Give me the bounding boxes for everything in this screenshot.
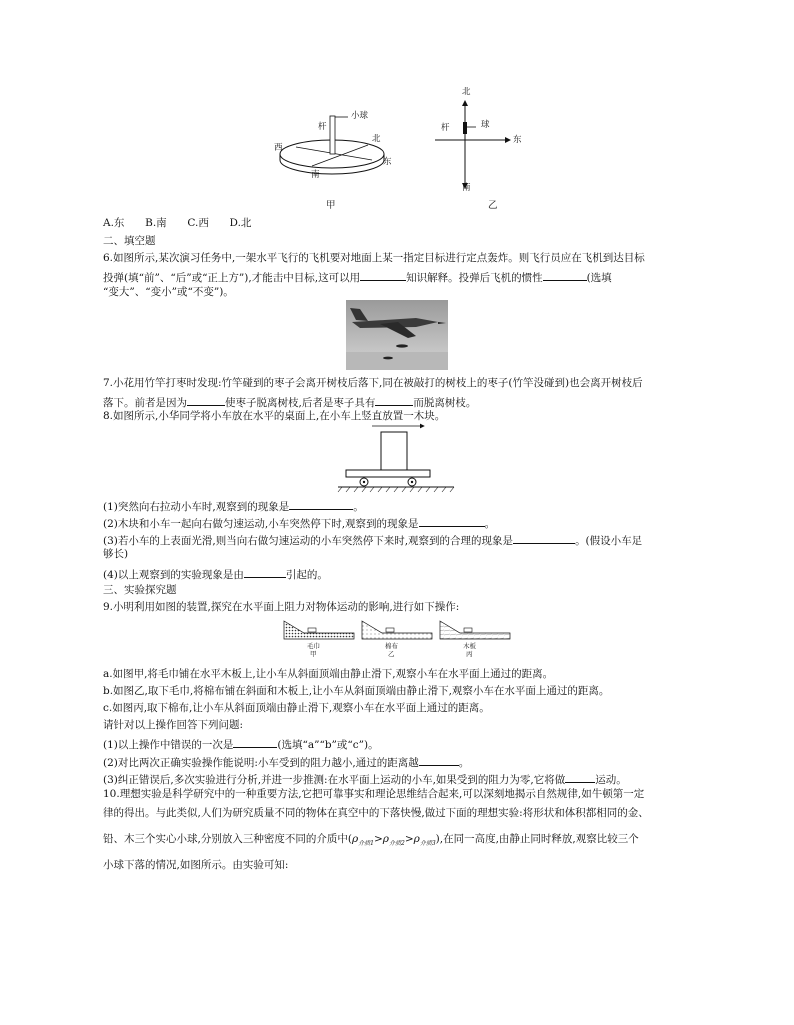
q7-blank-2[interactable] — [375, 395, 413, 406]
q9-fig-label-yi: 乙 — [388, 650, 395, 658]
q6-text-a: 投弹(填“前”、“后”或“正上方”),才能击中目标,这可以用 — [103, 272, 361, 284]
q8-part-3 — [103, 533, 642, 547]
fig-q5-right-caption: 乙 — [488, 200, 498, 211]
rho-medium-1: $\rho_{介质1}$ — [351, 833, 374, 848]
rho-medium-3: $\rho_{介质3}$ — [413, 833, 436, 848]
fig-q5-right-east-label: 东 — [513, 135, 522, 145]
q8-p2-text: (2)木块和小车一起向右做匀速运动,小车突然停下时,观察到的现象是 — [103, 518, 419, 530]
fig-q5-right-pole-label: 杆 — [441, 123, 450, 133]
q8-p1-period: 。 — [353, 501, 364, 513]
q7-text-a: 落下。前者是因为 — [103, 397, 187, 409]
rho-medium-2: $\rho_{介质2}$ — [382, 833, 405, 848]
q8-blank-3[interactable] — [513, 533, 575, 544]
q6-blank-2[interactable] — [543, 270, 587, 281]
q9-step-b: b.如图乙,取下毛巾,将棉布铺在斜面和木板上,让小车从斜面顶端由静止滑下,观察小车在水平面上通过的距离。 — [103, 685, 610, 697]
q8-part-1 — [103, 499, 364, 513]
q6-text-c: (选填 — [586, 272, 612, 284]
q10-line-3-text-a: 铅、木三个实心小球,分别放入三种密度不同的介质中( — [103, 833, 352, 845]
q9-step-c: c.如图丙,取下棉布,让小车从斜面顶端由静止滑下,观察小车在水平面上通过的距离。 — [103, 702, 490, 714]
q7-line-1: 7.小花用竹竿打枣时发现:竹竿碰到的枣子会离开树枝后落下,同在被敲打的树枝上的枣子(竹竿没碰到)也会离开树枝后 — [103, 377, 643, 389]
q6-text-b: 知识解释。投弹后飞机的惯性 — [406, 272, 543, 284]
q8-blank-2[interactable] — [419, 516, 485, 527]
fig-q5-left-west-label: 西 — [274, 143, 283, 153]
q8-blank-1[interactable] — [289, 499, 353, 510]
q9-blank-3[interactable] — [565, 772, 595, 783]
q10-line-2: 律的得出。与此类似,人们为研究质量不同的物体在真空中的下落快慢,做过下面的理想实验:将形状和体积都相同的金、 — [103, 807, 649, 819]
fig-q5-left-north-label: 北 — [372, 134, 381, 144]
q8-blank-4[interactable] — [244, 567, 286, 578]
q8-p2-period: 。 — [484, 518, 496, 530]
q8-part-2 — [103, 516, 495, 530]
q5-option-a: A.东 — [103, 217, 125, 229]
q6-line-2 — [103, 270, 612, 284]
q9-p3-text: (3)纠正错误后,多次实验进行分析,并进一步推测:在水平面上运动的小车,如果受到的阻力为零,它将做 — [103, 774, 566, 786]
fig-q5-left-south-label: 南 — [311, 170, 320, 180]
q7-line-2 — [103, 395, 476, 409]
q10-line-4: 小球下落的情况,如图所示。由实验可知: — [103, 859, 289, 871]
cart-block-figure — [336, 422, 460, 494]
q9-part-3 — [103, 772, 627, 786]
section-2-title: 二、填空题 — [103, 235, 156, 247]
fig-q5-left-ball-label: 小球 — [351, 111, 369, 121]
fig-q5-left-pole-label: 杆 — [318, 122, 327, 132]
q9-p2-text: (2)对比两次正确实验操作能说明:小车受到的阻力越小,通过的距离越 — [103, 757, 419, 769]
q6-line-1: 6.如图所示,某次演习任务中,一架水平飞行的飞机要对地面上某一指定目标进行定点轰炸。则飞行员应在飞机到达目标 — [103, 252, 645, 264]
q8-p1-text: (1)突然向右拉动小车时,观察到的现象是 — [103, 501, 290, 513]
q8-p3-text: (3)若小车的上表面光滑,则当向右做匀速运动的小车突然停下来时,观察到的合理的现象是 — [103, 535, 514, 547]
q9-p2-text-b: 。 — [458, 757, 470, 769]
q9-blank-2[interactable] — [419, 755, 459, 766]
q8-part-3-cont: 够长) — [103, 548, 129, 560]
q8-p4-text-b: 引起的。 — [285, 569, 328, 581]
q10-line-3-text-b: ),在同一高度,由静止同时释放,观察比较三个 — [435, 833, 639, 845]
q9-blank-1[interactable] — [233, 737, 277, 748]
q9-intro: 9.小明利用如图的装置,探究在水平面上阻力对物体运动的影响,进行如下操作: — [103, 601, 460, 613]
q5-option-d: D.北 — [229, 217, 252, 229]
q9-fig-label-jia: 甲 — [310, 650, 317, 658]
q6-line-3: “变大”、“变小”或“不变”)。 — [103, 286, 234, 298]
q10-line-3: 铅、木三个实心小球,分别放入三种密度不同的介质中$(\rho_{介质1}>\rho_{介质2}>\rho_{介质3})$,在同一高度,由静止同时释放,观察比较三个 — [103, 833, 639, 848]
fig-q5-right-north-label: 北 — [462, 87, 471, 97]
q7-text-b: 使枣子脱离树枝,后者是枣子具有 — [225, 397, 376, 409]
figure-q5-left — [268, 104, 398, 209]
q9-step-a: a.如图甲,将毛巾铺在水平木板上,让小车从斜面顶端由静止滑下,观察小车在水平面上通过的距离。 — [103, 668, 554, 680]
airplane-bombing-image — [346, 300, 448, 370]
figure-q5-right — [430, 96, 520, 196]
q9-part-2 — [103, 755, 469, 769]
q7-blank-1[interactable] — [187, 395, 225, 406]
q8-intro: 8.如图所示,小华同学将小车放在水平的桌面上,在小车上竖直放置一木块。 — [103, 410, 446, 422]
q9-fig-label-cotton: 棉布 — [385, 642, 398, 650]
q9-fig-label-wood: 木板 — [463, 642, 476, 650]
q8-part-4 — [103, 567, 328, 581]
q5-options — [103, 218, 251, 229]
q6-blank-1[interactable] — [360, 270, 406, 281]
q8-p4-text: (4)以上观察到的实验现象是由 — [103, 569, 244, 581]
q9-p1-text-b: (选填“a”“b”或“c”)。 — [277, 739, 379, 751]
q8-p3-text-b: 。(假设小车足 — [575, 535, 643, 547]
fig-q5-right-south-label: 南 — [462, 183, 471, 193]
fig-q5-left-caption: 甲 — [326, 200, 336, 211]
q9-p3-text-b: 运动。 — [595, 774, 627, 786]
incline-surfaces-figure — [282, 617, 514, 645]
q9-ask: 请针对以上操作回答下列问题: — [103, 719, 244, 731]
q10-line-1: 10.理想实验是科学研究中的一种重要方法,它把可靠事实和理论思维结合起来,可以深刻地揭示自然规律,如牛顿第一定 — [103, 788, 645, 800]
q9-fig-label-bing: 丙 — [466, 650, 473, 658]
q7-text-c: 而脱离树枝。 — [413, 397, 477, 409]
fig-q5-left-east-label: 东 — [383, 157, 392, 167]
q9-part-1 — [103, 737, 379, 751]
q9-fig-label-towel: 毛巾 — [307, 642, 320, 650]
q9-p1-text: (1)以上操作中错误的一次是 — [103, 739, 234, 751]
section-3-title: 三、实验探究题 — [103, 584, 177, 596]
q5-option-c: C.西 — [187, 217, 209, 229]
fig-q5-right-ball-label: 球 — [481, 120, 490, 130]
q5-option-b: B.南 — [145, 217, 167, 229]
